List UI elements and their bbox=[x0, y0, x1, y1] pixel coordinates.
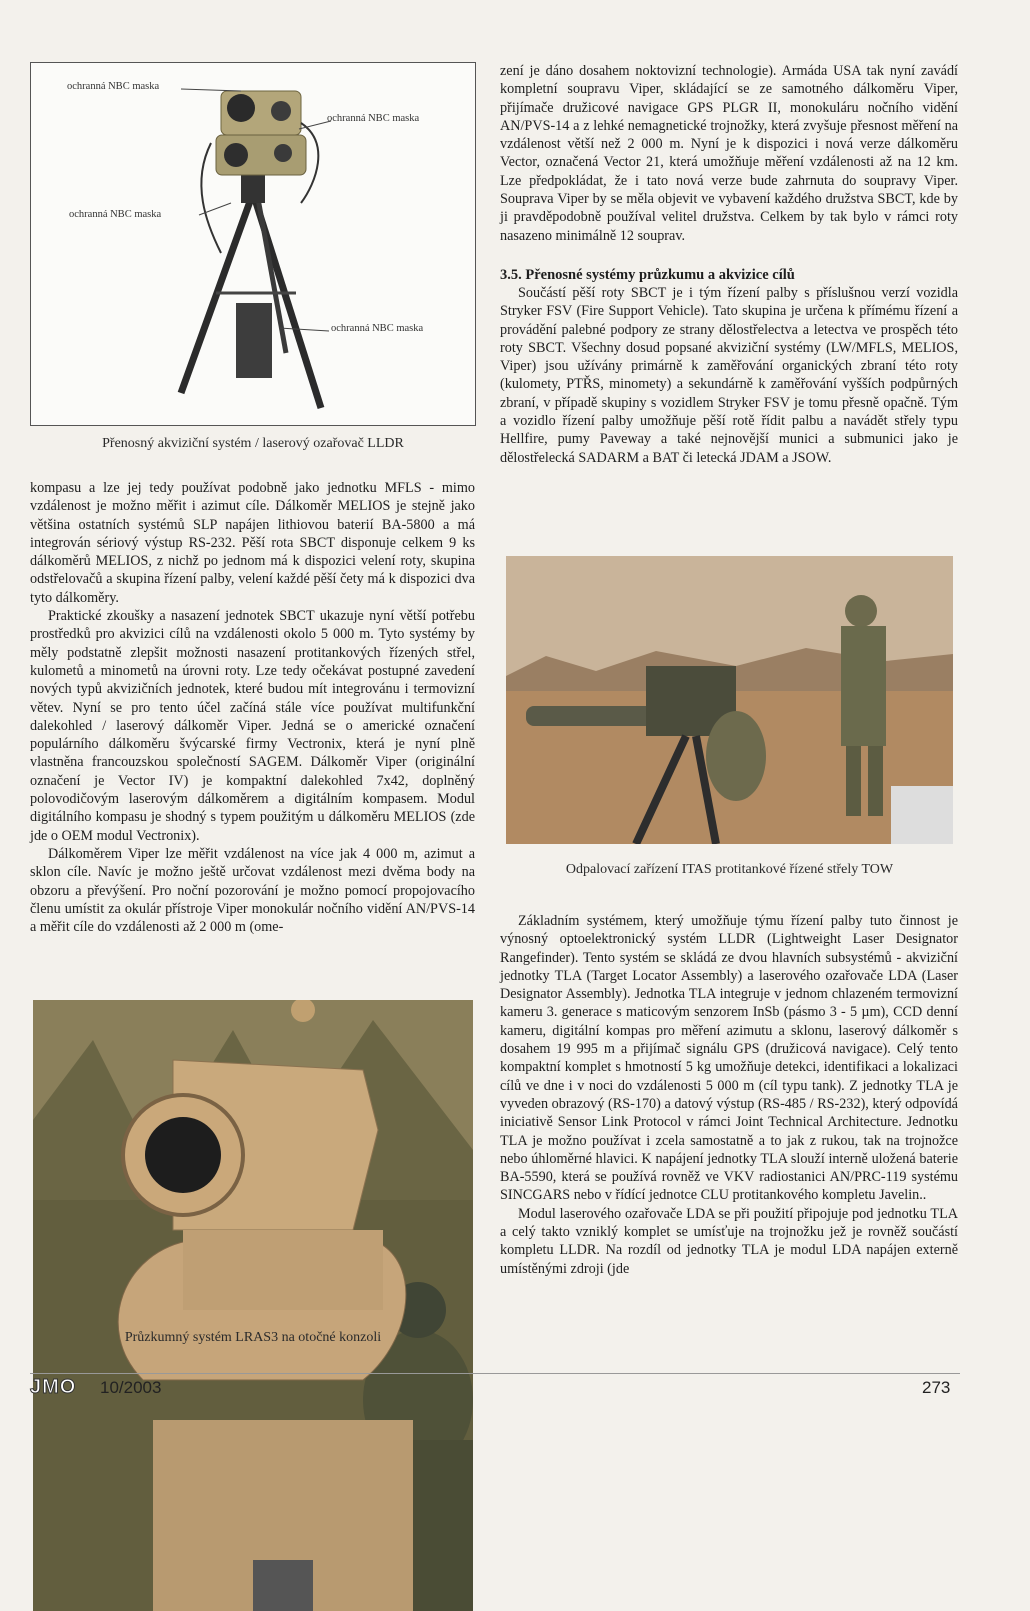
caption-fig1: Přenosný akviziční systém / laserový ozařovač LLDR bbox=[102, 436, 404, 451]
lras3-illustration bbox=[33, 1000, 473, 1611]
left-paragraph-3: Dálkoměrem Viper lze měřit vzdálenost na více jak 4 000 m, azimut a sklon cíle. Navíc je možno ještě určovat vzdálenost mezi dvěma body na obzoru a převýšení. Pro noční pozorování je možno pomocí propojovacího členu umístit za okulár přístroje Viper monokulár nočního vidění AN/PVS-14 a měřit cíle do vzdálenosti až 2 000 m (ome- bbox=[30, 845, 475, 936]
right-column-top bbox=[500, 62, 958, 467]
section-heading: 3.5. Přenosné systémy průzkumu a akvizice cílů bbox=[500, 266, 795, 283]
journal-logo: JMO bbox=[30, 1376, 77, 1398]
right-column-bottom bbox=[500, 912, 958, 1278]
footer-rule bbox=[30, 1373, 960, 1374]
section-paragraph: Součástí pěší roty SBCT je i tým řízení palby s příslušnou verzí vozidla Stryker FSV (Fire Support Vehicle). Tato skupina je určena k přímému řízení a provádění palebné podpory ze strany dělostřelectva a letectva ve prospěch této roty SBCT. Všechny dosud popsané akviziční systémy (LW/MFLS, MELIOS, Viper) jsou užívány primárně k zaměřování organických zbraní této roty (kulomety, PTŘS, minomety) a sekundárně k zaměřování vyšších podpůrných zbraní, v případě skupiny s vozidlem Stryker FSV je tomu přesně opačně. Tým a vozidlo řízení palby umožňuje pěší rotě řídit palbu a navádět střely typu Hellfire, pumy Paveway a také nejnovější munici a submunici jako je dělostřelecká SADARM a BAT či letecká JDAM a JSOW. bbox=[500, 284, 958, 466]
label-nbc-4: ochranná NBC maska bbox=[331, 323, 424, 334]
right-bottom-paragraph-2: Modul laserového ozařovače LDA se při použití připojuje pod jednotku TLA a celý takto vzniklý komplet se umísťuje na trojnožku jež je rovněž součástí kompletu LLDR. Na rozdíl od jednotky TLA je modul LDA napájen externě umístěnými zdroji (jde bbox=[500, 1205, 958, 1277]
issue-number: 10/2003 bbox=[100, 1378, 162, 1397]
label-nbc-1: ochranná NBC maska bbox=[67, 81, 160, 92]
figure-itas-tow bbox=[506, 556, 953, 844]
label-nbc-2: ochranná NBC maska bbox=[327, 113, 420, 124]
figure-lldr-tripod bbox=[30, 62, 476, 426]
left-paragraph-1: kompasu a lze jej tedy používat podobně jako jednotku MFLS - mimo vzdálenost je možno měřit i azimut cíle. Dálkoměr MELIOS je stejně jako většina ostatních systémů SLP napájen lithiovou baterií BA-5800 a má integrován sériový výstup RS-232. Pěší rota SBCT disponuje celkem 9 ks dálkoměrů MELIOS, z nichž po jednom má k dispozici velení roty, skupina odstřelovačů a skupina řízení palby, velení každé pěší čety má k dispozici dva tyto dálkoměry. bbox=[30, 480, 475, 606]
label-nbc-3: ochranná NBC maska bbox=[69, 209, 162, 220]
itas-illustration bbox=[506, 556, 953, 844]
left-paragraph-2: Praktické zkoušky a nasazení jednotek SBCT ukazuje nyní větší potřebu prostředků pro akvizici cílů na vzdálenosti okolo 5 000 m. Tyto systémy by měly podstatně zlepšit možnosti nasazení protitankových řízených střel, kulometů a minometů na úrovni roty. Lze tedy očekávat postupné zavedení nových typů akvizičních jednotek, které budou mít integrovánu i termovizní větev. Nyní se pro tento účel začíná stále více používat multifunkční dalekohled / laserový dálkoměr Viper. Jedná se o americké označení populárního dálkoměru švýcarské firmy Vectronix, která je nyní plně vlastněna francouzskou společností SAGEM. Dálkoměr Viper (originální označení je Vector IV) je kompaktní dalekohled 7x42, doplněný polovodičovým laserovým dálkoměrem a digitálním kompasem. Modul digitálního kompasu je shodný s typem použitým u dálkoměru MELIOS (zde jde o OEM modul Vectronix). bbox=[30, 608, 475, 844]
caption-fig2: Odpalovací zařízení ITAS protitankové řízené střely TOW bbox=[565, 862, 894, 877]
left-column-text bbox=[30, 479, 475, 936]
right-paragraph-1: zení je dáno dosahem noktovizní technologie). Armáda USA tak nyní zavádí kompletní soupravu Viper, skládající se ze samotného dálkoměru Viper, přijímače družicové navigace GPS PLGR II, monokuláru nočního vidění AN/PVS-14 a z lehké nemagnetické trojnožky, která zvyšuje přesnost měření na vzdálenost větší než 2 000 m. Nyní je k dispozici i nová verze dálkoměru Vector, označená Vector 21, která umožňuje měření vzdálenosti až na 12 km. Lze předpokládat, že i tato nová verze bude zahrnuta do soupravy Viper. Souprava Viper by se měla objevit ve vybavení každého družstva SBCT, kde by ji pravděpodobně používal velitel družstva. Celkem by tak bylo v rámci roty nasazeno minimálně 12 souprav. bbox=[500, 63, 958, 244]
right-bottom-paragraph-1: Základním systémem, který umožňuje týmu řízení palby tuto činnost je výnosný optoelektronický systém LLDR (Lightweight Laser Designator Rangefinder). Tento systém se skládá ze dvou hlavních subsystémů - akviziční jednotky TLA (Target Locator Assembly) a laserového ozařovače LDA (Laser Designator Assembly). Jednotka TLA integruje v jednom chlazeném termovizní kameru 3. generace s maticovým senzorem InSb (pásmo 3 - 5 µm), CCD denní kameru, digitální kompas pro měření azimutu a sklonu, laserový dálkoměr s dosahem 19 995 m a přijímač signálu GPS (družicová navigace). Celý tento kompaktní komplet s hmotností 5 kg umožňuje detekci, identifikaci a lokalizaci cílů ve dne i v noci do vzdálenosti 5 000 m (cíl typu tank). Z jednotky TLA je vyveden obrazový (RS-170) a datový výstup (RS-485 / RS-232), který odpovídá iniciativě Sensor Link Protocol v rámci Joint Technical Architecture. Jednotku TLA je možno používat i zcela samostatně a to jak z rukou, tak na trojnožce nebo úhloměrné hlavici. K napájení jednotky TLA slouží interně uložená baterie BA-5590, která se používá rovněž ve VKV radiostanici AN/PRC-119 systému SINCGARS nebo v řídící jednotce CLU protitankového kompletu Javelin.. bbox=[500, 913, 958, 1204]
page-number: 273 bbox=[922, 1378, 951, 1397]
figure-lras3 bbox=[33, 1000, 473, 1611]
caption-fig3: Průzkumný systém LRAS3 na otočné konzoli bbox=[124, 1330, 382, 1345]
